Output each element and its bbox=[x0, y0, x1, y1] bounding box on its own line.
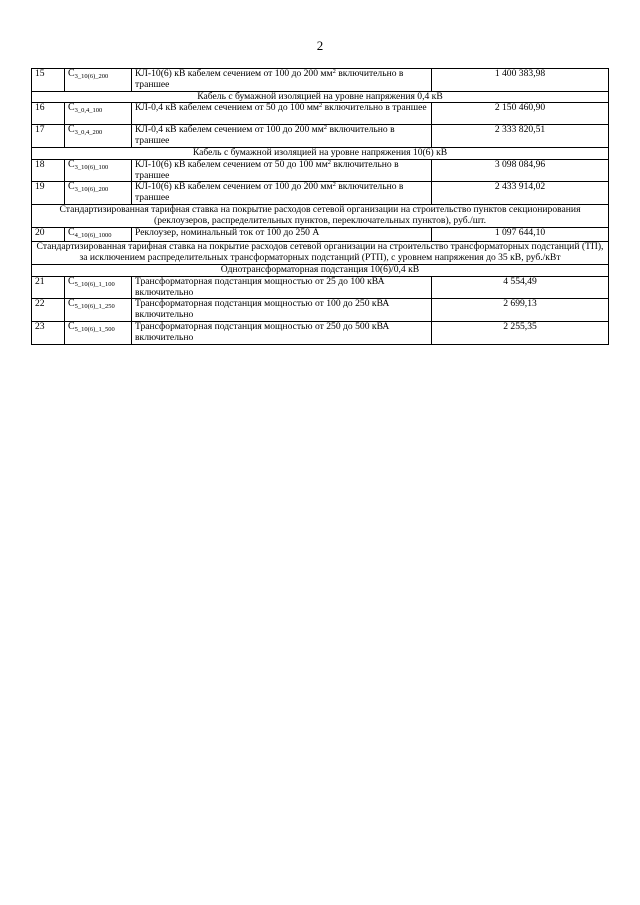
unit-superscript: 2 bbox=[323, 124, 328, 132]
table-row bbox=[32, 276, 609, 299]
rate-code-subscript: 5_10(6)_1_100 bbox=[74, 280, 115, 288]
rate-value: 2 699,13 bbox=[432, 299, 609, 322]
row-number: 17 bbox=[32, 125, 65, 148]
section-title: Стандартизированная тарифная ставка на покрытие расходов сетевой организации на строительство пунктов секционирования (реклоузеров, распределительных пунктов, переключательных пунктов), руб./шт. bbox=[32, 204, 609, 227]
unit-superscript: 2 bbox=[332, 68, 336, 75]
section-header-row bbox=[32, 242, 609, 265]
rate-code-subscript: 3_0,4_200 bbox=[74, 129, 103, 137]
row-number: 15 bbox=[32, 69, 65, 92]
rate-code bbox=[65, 159, 132, 182]
description-text: КЛ-0,4 кВ кабелем сечением от 100 до 200 мм bbox=[135, 124, 324, 136]
rate-code bbox=[65, 103, 132, 125]
rate-value: 3 098 084,96 bbox=[432, 159, 609, 182]
description-text-continued: включительно в траншее bbox=[135, 181, 404, 204]
table-row bbox=[32, 227, 609, 242]
rate-code-subscript: 3_10(6)_200 bbox=[74, 73, 109, 80]
rate-code bbox=[65, 182, 132, 205]
row-description bbox=[132, 299, 432, 322]
rate-value: 2 333 820,51 bbox=[432, 125, 609, 148]
rate-code-base: C bbox=[68, 158, 75, 170]
rate-value: 4 554,49 bbox=[432, 276, 609, 299]
rate-code-base: C bbox=[68, 298, 75, 310]
description-text: КЛ-10(6) кВ кабелем сечением от 100 до 200 мм bbox=[135, 181, 333, 193]
section-header-row bbox=[32, 204, 609, 227]
rate-code bbox=[65, 276, 132, 299]
section-header-row bbox=[32, 147, 609, 159]
table-row bbox=[32, 103, 609, 125]
row-number: 19 bbox=[32, 182, 65, 205]
rate-code bbox=[65, 125, 132, 148]
table-row bbox=[32, 299, 609, 322]
rate-code bbox=[65, 227, 132, 242]
row-number: 20 bbox=[32, 227, 65, 242]
description-text-continued: включительно в траншее bbox=[322, 102, 427, 114]
tariff-table-body bbox=[32, 69, 609, 345]
table-row bbox=[32, 69, 609, 92]
section-title: Кабель с бумажной изоляцией на уровне напряжения 0,4 кВ bbox=[32, 91, 609, 103]
unit-superscript: 2 bbox=[319, 102, 323, 110]
row-description bbox=[132, 103, 432, 125]
rate-code-base: C bbox=[68, 320, 75, 332]
table-row bbox=[32, 182, 609, 205]
description-text: Трансформаторная подстанция мощностью от 100 до 250 кВА включительно bbox=[135, 298, 390, 321]
rate-value: 2 150 460,90 bbox=[432, 103, 609, 125]
description-text: Реклоузер, номинальный ток от 100 до 250 А bbox=[135, 226, 320, 238]
rate-code-base: C bbox=[68, 181, 75, 193]
row-number: 16 bbox=[32, 103, 65, 125]
section-header-row bbox=[32, 264, 609, 276]
section-header-row bbox=[32, 91, 609, 103]
unit-superscript: 2 bbox=[327, 158, 332, 166]
section-title: Стандартизированная тарифная ставка на покрытие расходов сетевой организации на строительство трансформаторных подстанций (ТП), за исключением распределительных трансформаторных подстанций (РТП), с уровнем напряжения до 35 кВ, руб./кВт bbox=[32, 242, 609, 265]
row-description bbox=[132, 227, 432, 242]
rate-code-subscript: 3_10(6)_100 bbox=[74, 163, 109, 171]
rate-code-subscript: 5_10(6)_1_500 bbox=[74, 325, 115, 333]
rate-code-base: C bbox=[68, 275, 75, 287]
rate-code bbox=[65, 321, 132, 344]
row-number: 22 bbox=[32, 299, 65, 322]
description-text-continued: включительно в траншее bbox=[135, 158, 399, 181]
rate-code-base: C bbox=[68, 102, 75, 114]
tariff-table bbox=[31, 68, 609, 345]
rate-code-subscript: 5_10(6)_1_250 bbox=[74, 303, 115, 311]
rate-code-subscript: 4_10(6)_1000 bbox=[74, 231, 112, 239]
row-description bbox=[132, 321, 432, 344]
rate-value: 1 097 644,10 bbox=[432, 227, 609, 242]
description-text: КЛ-10(6) кВ кабелем сечением от 100 до 200 мм bbox=[135, 68, 333, 79]
row-number: 18 bbox=[32, 159, 65, 182]
description-text: Трансформаторная подстанция мощностью от 250 до 500 кВА включительно bbox=[135, 320, 390, 343]
row-description bbox=[132, 159, 432, 182]
row-description bbox=[132, 182, 432, 205]
description-text: КЛ-0,4 кВ кабелем сечением от 50 до 100 мм bbox=[135, 102, 319, 114]
rate-value: 1 400 383,98 bbox=[432, 69, 609, 92]
unit-superscript: 2 bbox=[332, 181, 336, 189]
table-row bbox=[32, 125, 609, 148]
description-text: Трансформаторная подстанция мощностью от 25 до 100 кВА включительно bbox=[135, 275, 385, 298]
rate-code-base: C bbox=[68, 124, 75, 136]
rate-code-base: C bbox=[68, 226, 75, 238]
row-description bbox=[132, 125, 432, 148]
row-number: 21 bbox=[32, 276, 65, 299]
rate-code bbox=[65, 299, 132, 322]
description-text-continued: включительно в траншее bbox=[135, 68, 404, 90]
row-description bbox=[132, 69, 432, 92]
section-title: Кабель с бумажной изоляцией на уровне напряжения 10(6) кВ bbox=[32, 147, 609, 159]
page-number: 2 bbox=[316, 38, 324, 53]
rate-code bbox=[65, 69, 132, 92]
description-text-continued: включительно в траншее bbox=[135, 124, 395, 147]
rate-value: 2 433 914,02 bbox=[432, 182, 609, 205]
row-description bbox=[132, 276, 432, 299]
table-row bbox=[32, 159, 609, 182]
section-title: Однотрансформаторная подстанция 10(6)/0,4 кВ bbox=[32, 264, 609, 276]
description-text: КЛ-10(6) кВ кабелем сечением от 50 до 100 мм bbox=[135, 158, 328, 170]
row-number: 23 bbox=[32, 321, 65, 344]
rate-code-subscript: 3_10(6)_200 bbox=[74, 186, 109, 194]
rate-value: 2 255,35 bbox=[432, 321, 609, 344]
table-row bbox=[32, 321, 609, 344]
rate-code-base: C bbox=[68, 68, 75, 79]
rate-code-subscript: 3_0,4_100 bbox=[74, 107, 103, 115]
